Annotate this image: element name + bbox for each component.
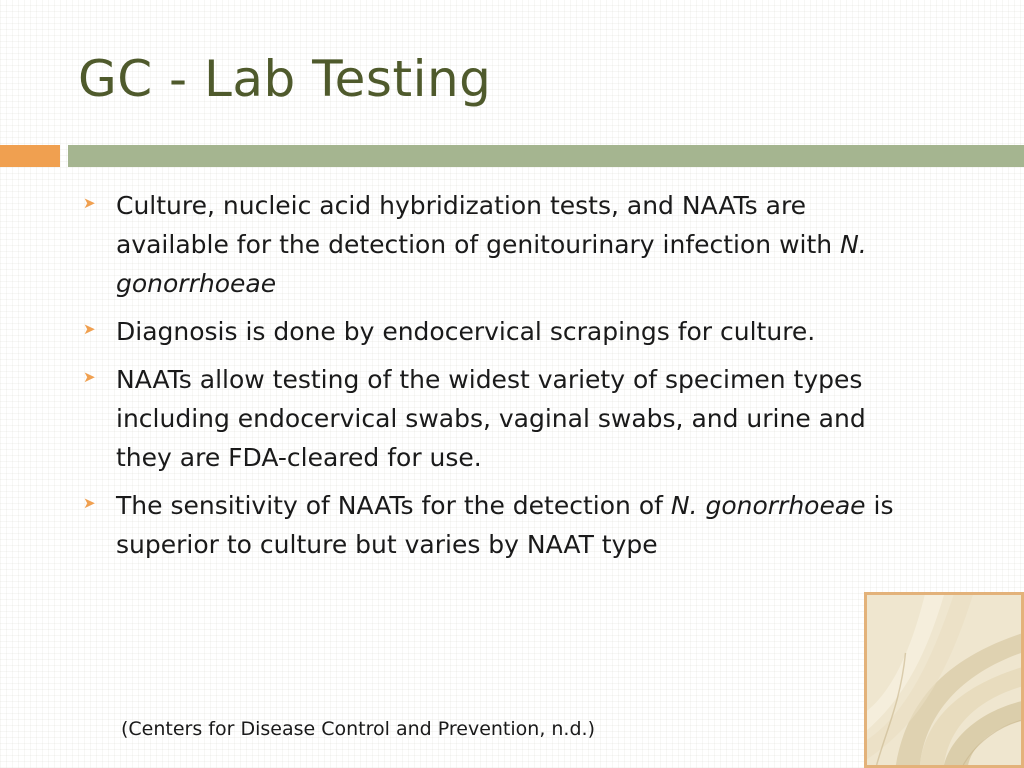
bullet-text: NAATs allow testing of the widest variety of specimen types including endocervical swabs, vaginal swabs, and urine and they are FDA-cleared for use.: [116, 365, 866, 472]
slide-title: GC - Lab Testing: [78, 50, 492, 108]
bullet-text-after: is superior to culture but varies by NAAT type: [116, 491, 894, 559]
accent-bar-green: [68, 145, 1024, 167]
accent-bar-orange: [0, 145, 60, 167]
bullet-text: Diagnosis is done by endocervical scrapings for culture.: [116, 317, 816, 346]
bullet-item: [80, 186, 920, 303]
arrow-right-icon: ➤: [83, 368, 96, 386]
bullet-list: [80, 186, 920, 573]
bullet-text: The sensitivity of NAATs for the detection of: [116, 491, 671, 520]
citation: (Centers for Disease Control and Prevention, n.d.): [121, 718, 595, 740]
species-name: N. gonorrhoeae: [670, 491, 866, 520]
arrow-right-icon: ➤: [83, 194, 96, 212]
open-book-icon: [867, 595, 1021, 765]
decorative-book-image: [864, 592, 1024, 768]
arrow-right-icon: ➤: [83, 320, 96, 338]
bullet-text: Culture, nucleic acid hybridization tests, and NAATs are available for the detection of genitourinary infection with: [116, 191, 841, 259]
arrow-right-icon: ➤: [83, 494, 96, 512]
bullet-item: [80, 312, 920, 351]
bullet-item: [80, 486, 920, 564]
bullet-item: [80, 360, 920, 477]
species-name: N. gonorrhoeae: [116, 230, 867, 298]
